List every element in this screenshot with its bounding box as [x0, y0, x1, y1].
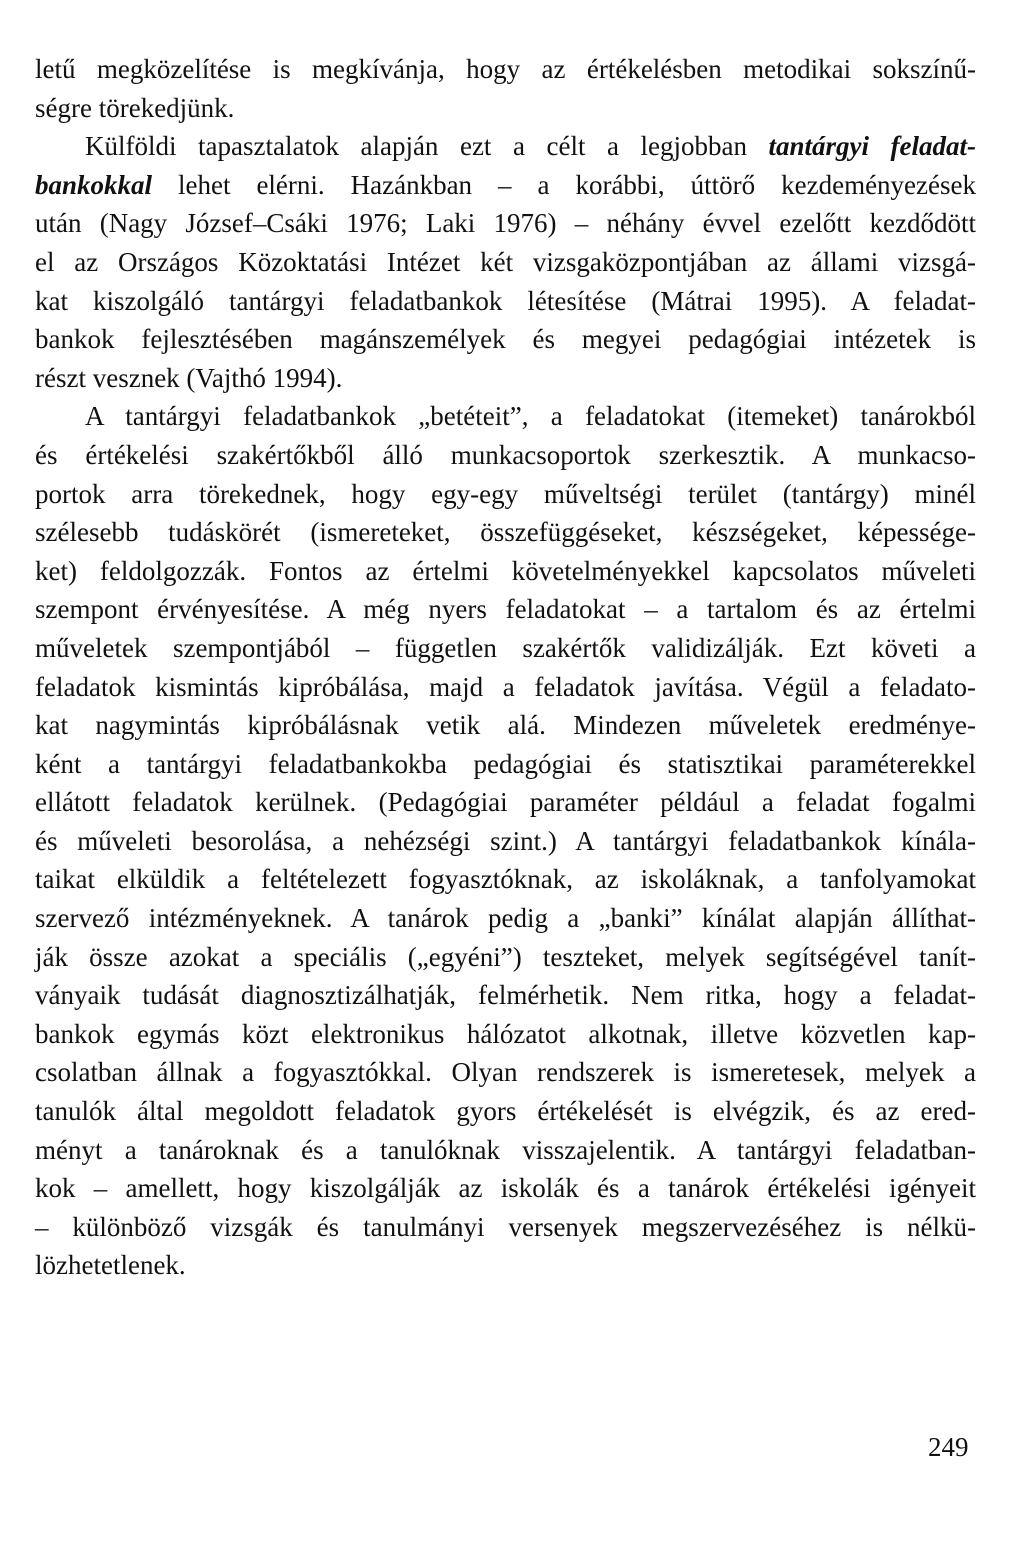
text-line: A tantárgyi feladatbankok „betéteit”, a feladatokat (itemeket) tanárokból: [85, 401, 976, 432]
text-line: részt vesznek (Vajthó 1994).: [35, 362, 343, 393]
text-run: lehet elérni. Hazánkban – a korábbi, úttörő kezdeményezések: [152, 169, 976, 200]
text-line: [35, 127, 976, 166]
text-line: kat nagymintás kipróbálásnak vetik alá. Mindezen műveletek eredménye-: [35, 710, 976, 741]
page-number: 249: [928, 1432, 969, 1462]
text-line: [35, 166, 976, 205]
text-line: ket) feldolgozzák. Fontos az értelmi követelményekkel kapcsolatos műveleti: [35, 555, 976, 586]
emphasis-term: bankokkal: [35, 169, 153, 200]
text-line: bankok egymás közt elektronikus hálózatot alkotnak, illetve közvetlen kap-: [35, 1018, 976, 1049]
text-run: Külföldi tapasztalatok alapján ezt a célt a legjobban: [85, 131, 769, 162]
text-line: kok – amellett, hogy kiszolgálják az iskolák és a tanárok értékelési igényeit: [35, 1173, 976, 1204]
text-line: letű megközelítése is megkívánja, hogy az értékelésben metodikai sokszínű-: [35, 54, 976, 84]
paragraph-3: [35, 397, 976, 1285]
paragraph-2: [35, 127, 976, 397]
emphasis-term: tantárgyi feladat-: [768, 131, 976, 162]
text-line: és műveleti besorolása, a nehézségi szint.) A tantárgyi feladatbankok kínála-: [35, 825, 976, 856]
paragraph-1: [35, 50, 976, 127]
text-line: ségre törekedjünk.: [35, 92, 235, 123]
text-line: szélesebb tudáskörét (ismereteket, összefüggéseket, készségeket, képessége-: [35, 517, 976, 548]
text-line: ványaik tudását diagnosztizálhatják, felmérhetik. Nem ritka, hogy a feladat-: [35, 980, 976, 1011]
text-line: taikat elküldik a feltételezett fogyasztóknak, az iskoláknak, a tanfolyamokat: [35, 864, 976, 895]
text-line: feladatok kismintás kipróbálása, majd a feladatok javítása. Végül a feladato-: [35, 671, 976, 702]
text-line: csolatban állnak a fogyasztókkal. Olyan rendszerek is ismeretesek, melyek a: [35, 1057, 976, 1088]
text-line: – különböző vizsgák és tanulmányi versenyek megszervezéséhez is nélkü-: [35, 1211, 976, 1242]
text-line: bankok fejlesztésében magánszemélyek és megyei pedagógiai intézetek is: [35, 324, 976, 355]
page-body: [35, 50, 976, 1285]
text-line: lözhetetlenek.: [35, 1250, 186, 1281]
text-line: kat kiszolgáló tantárgyi feladatbankok létesítése (Mátrai 1995). A feladat-: [35, 285, 976, 316]
text-line: szempont érvényesítése. A még nyers feladatokat – a tartalom és az értelmi: [35, 594, 976, 625]
text-line: után (Nagy József–Csáki 1976; Laki 1976) – néhány évvel ezelőtt kezdődött: [35, 208, 976, 239]
text-line: tanulók által megoldott feladatok gyors értékelését is elvégzik, és az ered-: [35, 1096, 976, 1127]
text-line: ják össze azokat a speciális („egyéni”) teszteket, melyek segítségével tanít-: [35, 941, 976, 972]
text-line: ként a tantárgyi feladatbankokba pedagógiai és statisztikai paraméterekkel: [35, 748, 976, 779]
text-line: portok arra törekednek, hogy egy-egy műveltségi terület (tantárgy) minél: [35, 478, 976, 509]
text-line: szervező intézményeknek. A tanárok pedig a „banki” kínálat alapján állíthat-: [35, 903, 976, 934]
text-line: műveletek szempontjából – független szakértők validizálják. Ezt követi a: [35, 632, 976, 663]
text-line: ményt a tanároknak és a tanulóknak visszajelentik. A tantárgyi feladatban-: [35, 1134, 976, 1165]
text-line: és értékelési szakértőkből álló munkacsoportok szerkesztik. A munkacso-: [35, 439, 976, 470]
text-line: el az Országos Közoktatási Intézet két vizsgaközpontjában az állami vizsgá-: [35, 246, 976, 277]
text-line: ellátott feladatok kerülnek. (Pedagógiai paraméter például a feladat fogalmi: [35, 787, 976, 818]
